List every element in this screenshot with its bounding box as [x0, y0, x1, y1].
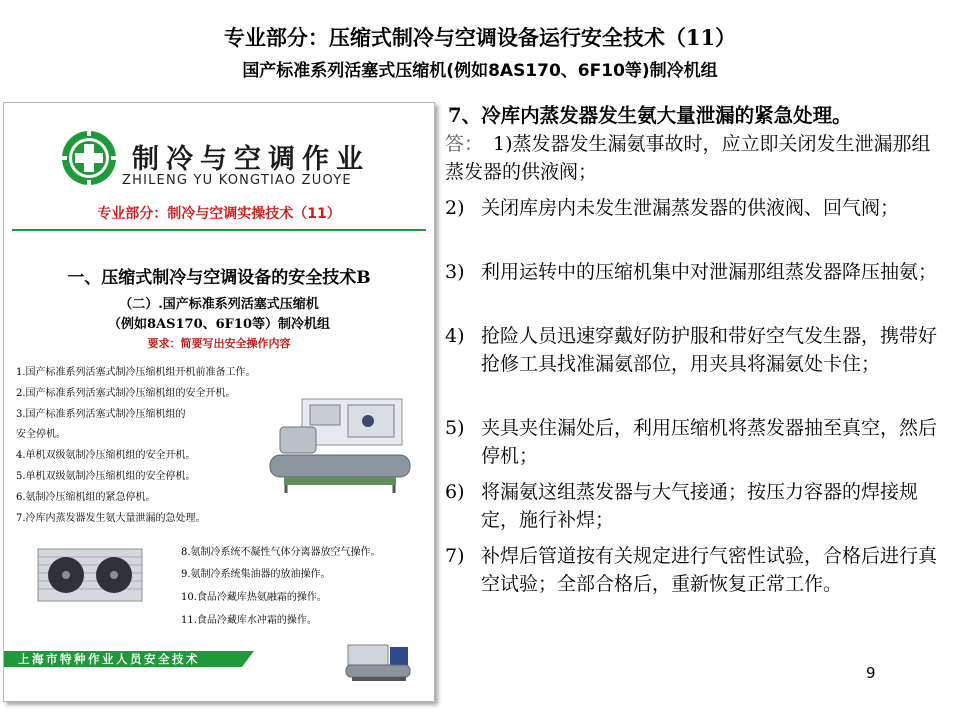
poster-list-item: 11.食品冷藏库水冲霜的操作。	[181, 615, 317, 626]
answer-step-7	[445, 542, 945, 598]
poster-list-item: 10.食品冷藏库热氨融霜的操作。	[181, 592, 327, 603]
page-number: 9	[866, 664, 876, 682]
poster-footer-text: 上海市特种作业人员安全技术	[18, 652, 200, 666]
poster-list-item: 1.国产标准系列活塞式制冷压缩机组开机前准备工作。	[16, 367, 256, 378]
answer-prefix: 答：	[445, 133, 484, 155]
poster-subheading: （二）.国产标准系列活塞式压缩机	[119, 297, 319, 312]
step-text: 补焊后管道按有关规定进行气密性试验，合格后进行真空试验；全部合格后，重新恢复正常工作。	[481, 545, 938, 595]
poster-list-item: 7.冷库内蒸发器发生氨大量泄漏的急处理。	[16, 513, 206, 524]
brand-name: 制冷与空调作业	[132, 144, 370, 175]
step-text: 夹具夹住漏处后，利用压缩机将蒸发器抽至真空，然后停机；	[481, 417, 938, 467]
step-number: 2)	[445, 197, 465, 219]
compressor-unit-illustration	[344, 639, 414, 683]
step-number: 6)	[445, 481, 465, 503]
poster-subheading-2: （例如8AS170、6F10等）制冷机组	[107, 317, 331, 332]
answer-step-4	[445, 322, 945, 378]
poster-list-item: 2.国产标准系列活塞式制冷压缩机组的安全开机。	[16, 388, 236, 399]
step-text: 抢险人员迅速穿戴好防护服和带好空气发生器，携带好抢修工具找准漏氨部位，用夹具将漏氨处卡住；	[481, 325, 938, 375]
answer-step-5	[445, 414, 945, 470]
poster-requirement: 要求：简要写出安全操作内容	[147, 337, 291, 350]
poster-list-item: 安全停机。	[16, 429, 66, 440]
step-number: 4)	[445, 325, 465, 347]
slide-title: 专业部分：压缩式制冷与空调设备运行安全技术（11）	[223, 25, 737, 50]
poster-heading: 一、压缩式制冷与空调设备的安全技术B	[67, 268, 371, 288]
step-number: 5)	[445, 417, 465, 439]
cross-emblem-icon	[60, 129, 118, 187]
slide-subtitle: 国产标准系列活塞式压缩机(例如8AS170、6F10等)制冷机组	[242, 61, 718, 81]
step-text: 将漏氨这组蒸发器与大气接通；按压力容器的焊接规定，施行补焊；	[481, 481, 919, 531]
poster-list-item: 9.氨制冷系统集油器的放油操作。	[181, 569, 331, 580]
poster-list-item: 3.国产标准系列活塞式制冷压缩机组的	[16, 409, 186, 420]
poster-list-item: 6.氨制冷压缩机组的紧急停机。	[16, 492, 156, 503]
step-text: 蒸发器发生漏氨事故时，应立即关闭发生泄漏那组蒸发器的供液阀；	[445, 133, 931, 183]
answer-step-2	[445, 194, 945, 222]
section-heading: 7、冷库内蒸发器发生氨大量泄漏的紧急处理。	[448, 104, 852, 127]
poster-subtitle: 专业部分：制冷与空调实操技术（11）	[97, 206, 341, 222]
step-number: 7)	[445, 545, 465, 567]
step-text: 关闭库房内未发生泄漏蒸发器的供液阀、回气阀；	[481, 197, 900, 219]
chiller-unit-illustration	[266, 391, 416, 495]
poster-image	[3, 102, 435, 702]
brand-name-pinyin: ZHILENG YU KONGTIAO ZUOYE	[122, 173, 352, 188]
poster-list-item: 4.单机双级氨制冷压缩机组的安全开机。	[16, 450, 196, 461]
step-number: 3)	[445, 261, 465, 283]
answer-step-1	[445, 130, 945, 186]
divider	[12, 229, 426, 231]
step-number: 1)	[493, 133, 513, 155]
poster-list-item: 8.氨制冷系统不凝性气体分离器放空气操作。	[181, 547, 381, 558]
answer-step-3	[445, 258, 945, 286]
answer-step-6	[445, 478, 945, 534]
air-cooler-illustration	[36, 543, 146, 605]
poster-list-item: 5.单机双级氨制冷压缩机组的安全停机。	[16, 471, 196, 482]
step-text: 利用运转中的压缩机集中对泄漏那组蒸发器降压抽氨；	[481, 261, 938, 283]
